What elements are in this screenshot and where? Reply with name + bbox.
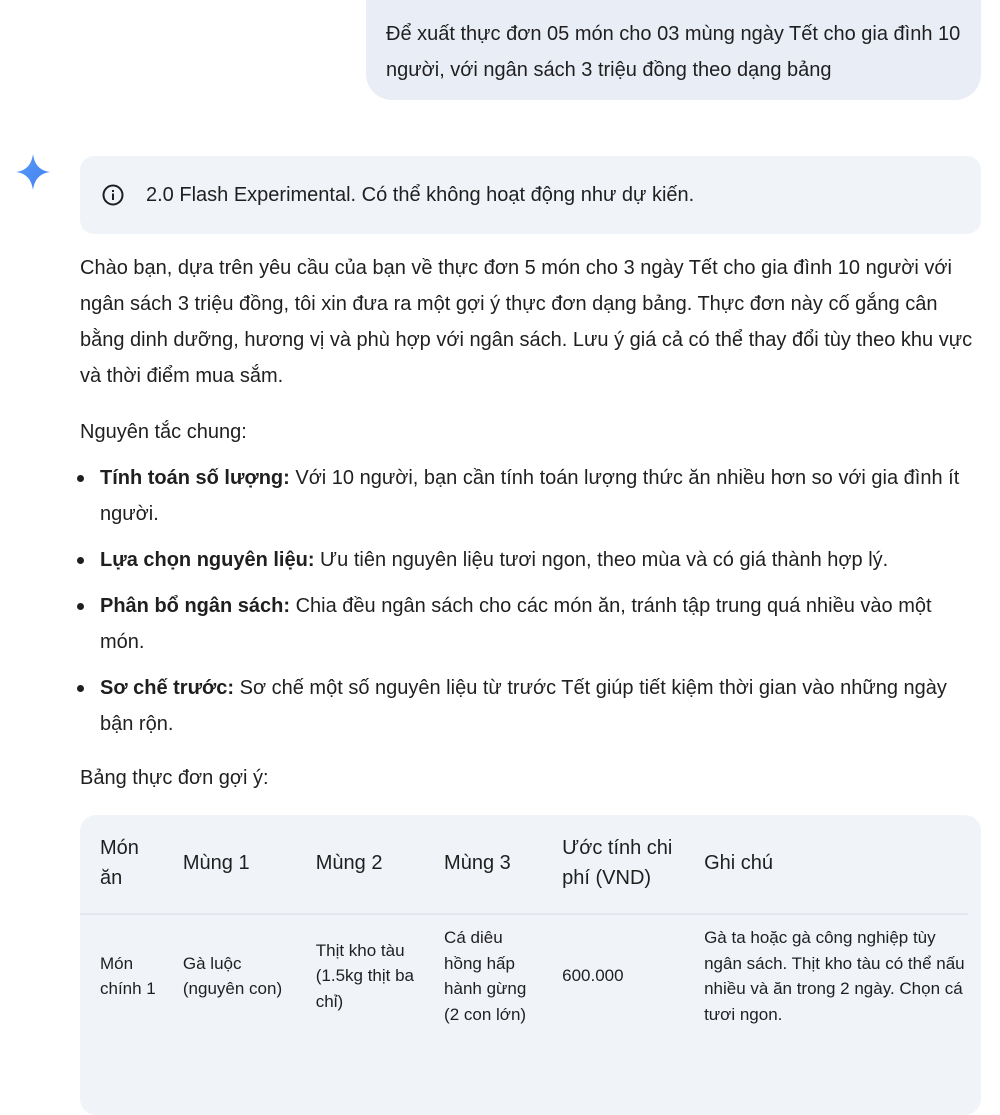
principle-title: Sơ chế trước: xyxy=(100,677,235,699)
list-item xyxy=(80,542,980,578)
user-prompt-text: Để xuất thực đơn 05 món cho 03 mùng ngày Tết cho gia đình 10 người, với ngân sách 3 triệu đồng theo dạng bảng xyxy=(386,23,961,81)
gemini-sparkle-icon xyxy=(14,152,52,192)
menu-table xyxy=(80,815,968,1027)
principle-text: Chia đều ngân sách cho các món ăn, tránh tập trung quá nhiều vào một món. xyxy=(100,595,932,653)
principles-list xyxy=(80,460,980,742)
table-cell: Cá diêu hồng hấp hành gừng (2 con lớn) xyxy=(444,928,527,1024)
column-header: Món ăn xyxy=(100,837,139,889)
notice-text: 2.0 Flash Experimental. Có thể không hoạt động như dự kiến. xyxy=(146,183,695,206)
table-row xyxy=(80,914,968,1027)
principle-title: Lựa chọn nguyên liệu: xyxy=(100,549,315,571)
list-item xyxy=(80,670,980,742)
info-icon xyxy=(102,184,124,206)
principles-heading: Nguyên tắc chung: xyxy=(80,421,247,443)
column-header: Ước tính chi phí (VND) xyxy=(562,837,673,889)
principle-text: Ưu tiên nguyên liệu tươi ngon, theo mùa và có giá thành hợp lý. xyxy=(314,549,889,571)
list-item xyxy=(80,588,980,660)
response-intro: Chào bạn, dựa trên yêu cầu của bạn về thực đơn 5 món cho 3 ngày Tết cho gia đình 10 người với ngân sách 3 triệu đồng, tôi xin đưa ra một gợi ý thực đơn dạng bảng. Thực đơn này cố gắng cân bằng dinh dưỡng, hương vị và phù hợp với ngân sách. Lưu ý giá cả có thể thay đổi tùy theo khu vực và thời điểm mua sắm. xyxy=(80,257,973,387)
table-cell: Món chính 1 xyxy=(100,953,156,998)
table-cell: Gà luộc (nguyên con) xyxy=(182,953,283,998)
list-item xyxy=(80,460,980,532)
column-header: Mùng 3 xyxy=(444,852,511,874)
principle-text: Sơ chế một số nguyên liệu từ trước Tết giúp tiết kiệm thời gian vào những ngày bận rộn. xyxy=(100,677,947,735)
table-heading: Bảng thực đơn gợi ý: xyxy=(80,767,269,789)
table-cell: Thịt kho tàu (1.5kg thịt ba chỉ) xyxy=(315,940,415,1011)
user-prompt-bubble xyxy=(366,0,981,100)
table-cell: Gà ta hoặc gà công nghiệp tùy ngân sách. Thịt kho tàu có thể nấu nhiều và ăn trong 2 ngày. Chọn cá tươi ngon. xyxy=(704,928,965,1024)
principle-text: Với 10 người, bạn cần tính toán lượng thức ăn nhiều hơn so với gia đình ít người. xyxy=(100,467,960,525)
table-header-row xyxy=(80,815,968,914)
table-cell: 600.000 xyxy=(562,966,624,986)
menu-table-container xyxy=(80,815,981,1115)
column-header: Mùng 1 xyxy=(182,852,250,874)
model-response xyxy=(80,250,980,796)
column-header: Ghi chú xyxy=(704,852,774,874)
experimental-notice xyxy=(80,156,981,234)
principle-title: Tính toán số lượng: xyxy=(100,467,290,489)
principle-title: Phân bổ ngân sách: xyxy=(100,595,291,617)
column-header: Mùng 2 xyxy=(315,852,383,874)
